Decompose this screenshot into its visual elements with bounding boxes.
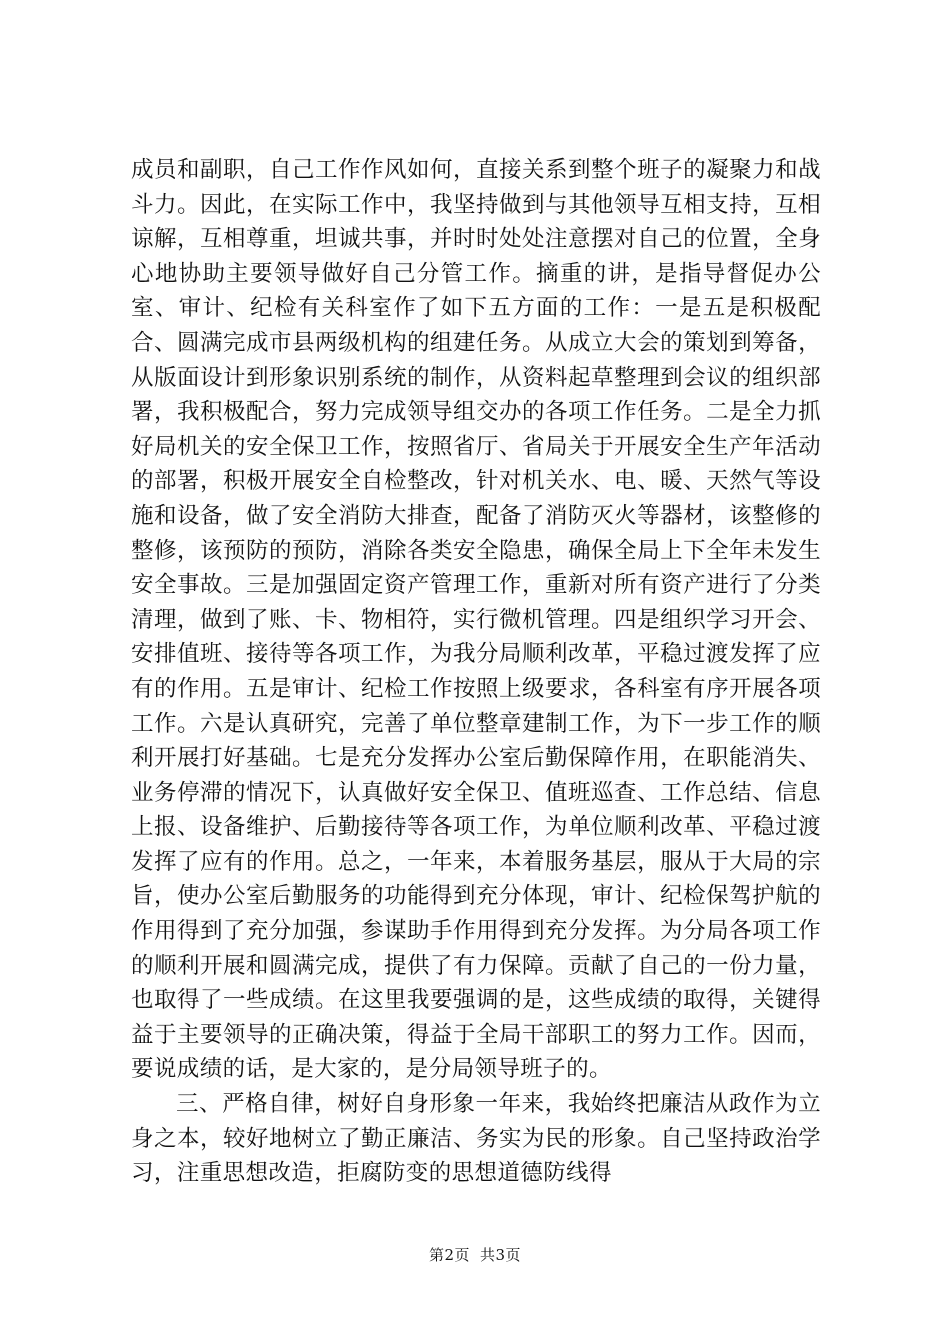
document-body: [131, 153, 821, 1191]
page-number: 第2页: [428, 1246, 470, 1264]
paragraph-2: 三、严格自律，树好自身形象一年来，我始终把廉洁从政作为立身之本，较好地树立了勤正廉洁、务实为民的形象。自己坚持政治学习，注重思想改造，拒腐防变的思想道德防线得: [131, 1091, 821, 1187]
paragraph-1: 成员和副职，自己工作作风如何，直接关系到整个班子的凝聚力和战斗力。因此，在实际工作中，我坚持做到与其他领导互相支持，互相谅解，互相尊重，坦诚共事，并时时处处注意摆对自己的位置，全身心地协助主要领导做好自己分管工作。摘重的讲，是指导督促办公室、审计、纪检有关科室作了如下五方面的工作：一是五是积极配合、圆满完成市县两级机构的组建任务。从成立大会的策划到筹备，从版面设计到形象识别系统的制作，从资料起草整理到会议的组织部署，我积极配合，努力完成领导组交办的各项工作任务。二是全力抓好局机关的安全保卫工作，按照省厅、省局关于开展安全生产年活动的部署，积极开展安全自检整改，针对机关水、电、暖、天然气等设施和设备，做了安全消防大排查，配备了消防灭火等器材，该整修的整修，该预防的预防，消除各类安全隐患，确保全局上下全年未发生安全事故。三是加强固定资产管理工作，重新对所有资产进行了分类清理，做到了账、卡、物相符，实行微机管理。四是组织学习开会、安排值班、接待等各项工作，为我分局顺利改革，平稳过渡发挥了应有的作用。五是审计、纪检工作按照上级要求，各科室有序开展各项工作。六是认真研究，完善了单位整章建制工作，为下一步工作的顺利开展打好基础。七是充分发挥办公室后勤保障作用，在职能消失、业务停滞的情况下，认真做好安全保卫、值班巡查、工作总结、信息上报、设备维护、后勤接待等各项工作，为单位顺利改革、平稳过渡发挥了应有的作用。总之，一年来，本着服务基层，服从于大局的宗旨，使办公室后勤服务的功能得到充分体现，审计、纪检保驾护航的作用得到了充分加强，参谋助手作用得到充分发挥。为分局各项工作的顺利开展和圆满完成，提供了有力保障。贡献了自己的一份力量，也取得了一些成绩。在这里我要强调的是，这些成绩的取得，关键得益于主要领导的正确决策，得益于全局干部职工的努力工作。因而，要说成绩的话，是大家的，是分局领导班子的。: [131, 157, 821, 1083]
page-total: 共3页: [480, 1246, 522, 1264]
page-footer: [0, 1245, 950, 1265]
